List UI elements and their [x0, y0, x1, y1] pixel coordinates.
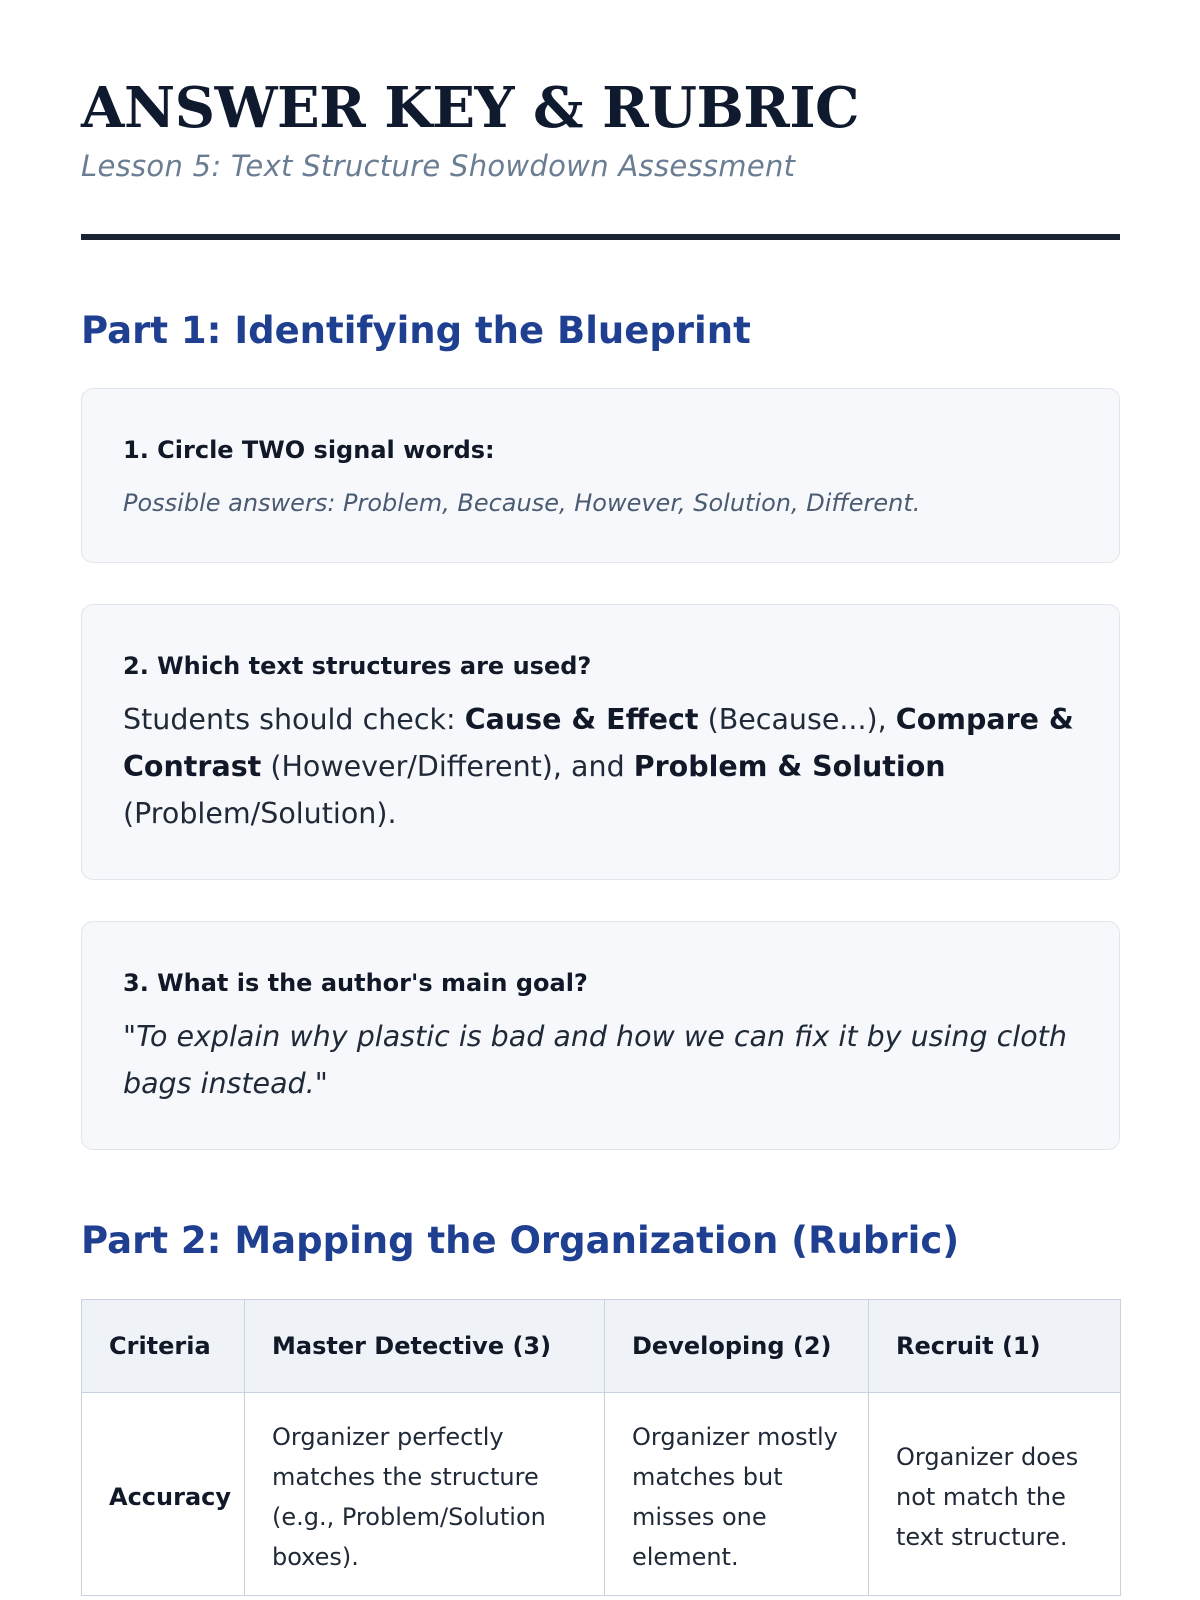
page-subtitle: Lesson 5: Text Structure Showdown Assessment — [81, 149, 796, 183]
question-2-answer — [123, 696, 1078, 837]
question-1-label: 1. Circle TWO signal words: — [123, 436, 495, 464]
column-header-criteria: Criteria — [82, 1300, 245, 1393]
page-title: ANSWER KEY & RUBRIC — [81, 75, 860, 141]
rubric-cell-master-detective: Organizer perfectly matches the structure (e.g., Problem/Solution boxes). — [245, 1393, 605, 1596]
question-card-1 — [81, 388, 1120, 563]
table-row — [82, 1393, 1121, 1596]
rubric-table — [81, 1299, 1121, 1596]
answer-text: (However/Different), and — [261, 749, 634, 783]
question-card-2 — [81, 604, 1120, 880]
structure-compare-contrast: Compare & Contrast — [123, 702, 1074, 783]
answer-text: Students should check: — [123, 702, 465, 736]
section-heading-part-1: Part 1: Identifying the Blueprint — [81, 309, 751, 352]
rubric-cell-developing: Organizer mostly matches but misses one element. — [605, 1393, 869, 1596]
section-heading-part-2: Part 2: Mapping the Organization (Rubric) — [81, 1219, 960, 1262]
question-card-3 — [81, 921, 1120, 1150]
structure-problem-solution: Problem & Solution — [633, 749, 946, 783]
question-3-label: 3. What is the author's main goal? — [123, 969, 588, 997]
question-3-answer: "To explain why plastic is bad and how we can fix it by using cloth bags instead." — [123, 1019, 1067, 1100]
column-header-developing: Developing (2) — [605, 1300, 869, 1393]
column-header-recruit: Recruit (1) — [869, 1300, 1121, 1393]
structure-cause-effect: Cause & Effect — [464, 702, 699, 736]
question-1-answer: Possible answers: Problem, Because, However, Solution, Different. — [123, 488, 921, 517]
question-2-label: 2. Which text structures are used? — [123, 652, 592, 680]
answer-text: (Because...), — [698, 702, 896, 736]
rubric-header-row — [82, 1300, 1121, 1393]
answer-text: (Problem/Solution). — [123, 796, 397, 830]
column-header-master-detective: Master Detective (3) — [245, 1300, 605, 1393]
title-divider — [81, 234, 1120, 240]
criteria-cell: Accuracy — [82, 1393, 245, 1596]
rubric-cell-recruit: Organizer does not match the text structure. — [869, 1393, 1121, 1596]
